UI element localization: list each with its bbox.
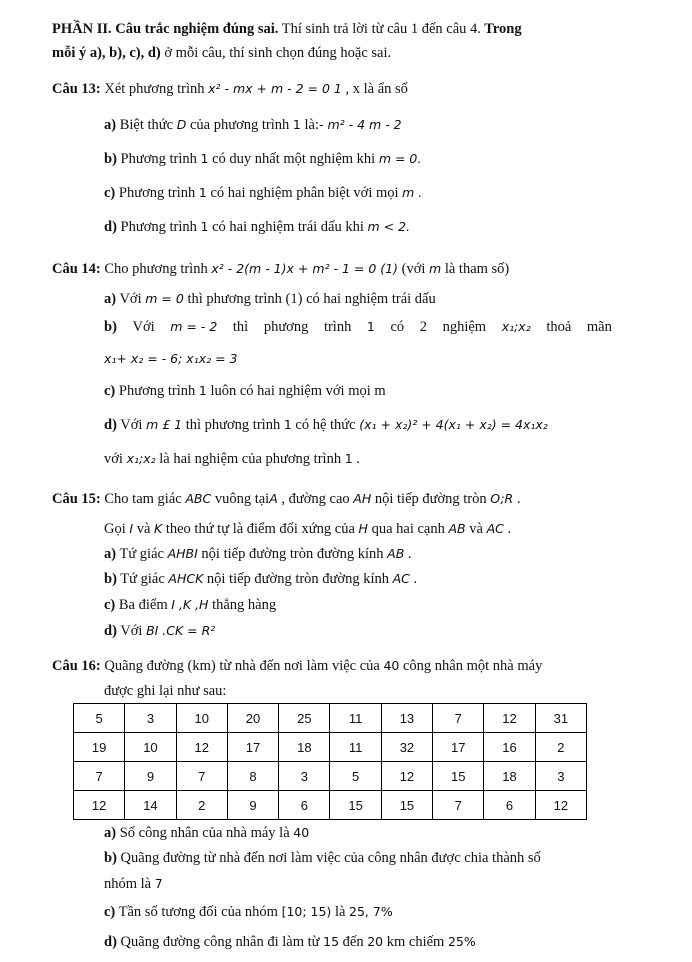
table-cell: 7 (433, 791, 484, 820)
table-cell: 13 (381, 704, 432, 733)
equation: x² - mx + m - 2 = 0 1 (208, 81, 342, 96)
q15-a: a) Tứ giác AHBI nội tiếp đường tròn đường kính AB . (104, 546, 412, 562)
table-cell: 11 (330, 704, 381, 733)
q15-c: c) Ba điểm I ,K ,H thẳng hàng (104, 597, 277, 613)
table-cell: 3 (535, 762, 586, 791)
table-cell: 15 (381, 791, 432, 820)
table-cell: 7 (74, 762, 125, 791)
q13-c: c) Phương trình 1 có hai nghiệm phân biệt với mọi m . (104, 185, 423, 201)
table-cell: 17 (433, 733, 484, 762)
q13-b: b) Phương trình 1 có duy nhất một nghiệm khi m = 0. (104, 151, 422, 167)
q16-stem: Câu 16: Quãng đường (km) từ nhà đến nơi làm việc của 40 công nhân một nhà máy (52, 658, 543, 674)
q13-stem: Câu 13: Xét phương trình x² - mx + m - 2 = 0 1 , x là ẩn số (52, 81, 408, 97)
table-cell: 31 (535, 704, 586, 733)
table-cell: 9 (125, 762, 176, 791)
part-header-line2: mỗi ý a), b), c), d) ở mỗi câu, thí sinh chọn đúng hoặc sai. (52, 45, 392, 61)
table-cell: 11 (330, 733, 381, 762)
q16-d: d) Quãng đường công nhân đi làm từ 15 đến 20 km chiếm 25% (104, 934, 476, 950)
q16-stem-line2: được ghi lại như sau: (104, 683, 227, 699)
table-cell: 15 (433, 762, 484, 791)
part-header: PHẦN II. Câu trắc nghiệm đúng sai. Thí sinh trả lời từ câu 1 đến câu 4. Trong (52, 21, 522, 37)
table-cell: 18 (484, 762, 535, 791)
table-cell: 16 (484, 733, 535, 762)
table-cell: 10 (176, 704, 227, 733)
table-cell: 8 (227, 762, 278, 791)
table-cell: 10 (125, 733, 176, 762)
table-cell: 6 (279, 791, 330, 820)
q13-d: d) Phương trình 1 có hai nghiệm trái dấu khi m < 2. (104, 219, 411, 235)
table-row (74, 733, 587, 762)
q16-b-line2: nhóm là 7 (104, 876, 163, 892)
q14-c: c) Phương trình 1 luôn có hai nghiệm với mọi m (104, 383, 386, 399)
q14-b-line2: x₁+ x₂ = - 6; x₁x₂ = 3 (104, 351, 238, 366)
table-cell: 18 (279, 733, 330, 762)
table-row (74, 762, 587, 791)
table-cell: 15 (330, 791, 381, 820)
table-cell: 3 (125, 704, 176, 733)
table-cell: 5 (330, 762, 381, 791)
q14-b: b) Với m = - 2 thì phương trình 1 có 2 nghiệm x₁;x₂ thoả mãn (104, 319, 612, 335)
q14-d-line2: với x₁;x₂ là hai nghiệm của phương trình 1 . (104, 451, 360, 467)
q15-stem: Câu 15: Cho tam giác ABC vuông tạiA , đường cao AH nội tiếp đường tròn O;R . (52, 491, 521, 507)
q16-b: b) Quãng đường từ nhà đến nơi làm việc của công nhân được chia thành số (104, 850, 541, 866)
table-cell: 12 (484, 704, 535, 733)
table-cell: 7 (433, 704, 484, 733)
q15-b: b) Tứ giác AHCK nội tiếp đường tròn đường kính AC . (104, 571, 418, 587)
table-cell: 12 (381, 762, 432, 791)
table-cell: 12 (74, 791, 125, 820)
q16-a: a) Số công nhân của nhà máy là 40 (104, 825, 310, 841)
table-cell: 9 (227, 791, 278, 820)
table-cell: 17 (227, 733, 278, 762)
table-cell: 2 (176, 791, 227, 820)
table-cell: 3 (279, 762, 330, 791)
table-cell: 12 (535, 791, 586, 820)
table-cell: 19 (74, 733, 125, 762)
table-cell: 7 (176, 762, 227, 791)
table-cell: 32 (381, 733, 432, 762)
table-cell: 25 (279, 704, 330, 733)
table-cell: 6 (484, 791, 535, 820)
q14-stem: Câu 14: Cho phương trình x² - 2(m - 1)x + m² - 1 = 0 (1) (với m là tham số) (52, 261, 510, 277)
table-cell: 2 (535, 733, 586, 762)
q15-d: d) Với BI .CK = R² (104, 623, 216, 639)
q15-stem-line2: Gọi I và K theo thứ tự là điểm đối xứng của H qua hai cạnh AB và AC . (104, 521, 512, 537)
q13-a: a) Biệt thức D của phương trình 1 là:- m² - 4 m - 2 (104, 117, 402, 133)
table-cell: 5 (74, 704, 125, 733)
table-row (74, 704, 587, 733)
q16-c: c) Tần số tương đối của nhóm [10; 15) là 25, 7% (104, 904, 393, 920)
table-row (74, 791, 587, 820)
table-cell: 14 (125, 791, 176, 820)
q14-a: a) Với m = 0 thì phương trình (1) có hai nghiệm trái dấu (104, 291, 436, 307)
table-cell: 12 (176, 733, 227, 762)
q14-d: d) Với m £ 1 thì phương trình 1 có hệ thức (x₁ + x₂)² + 4(x₁ + x₂) = 4x₁x₂ (104, 417, 548, 433)
table-cell: 20 (227, 704, 278, 733)
distance-table (73, 703, 587, 820)
